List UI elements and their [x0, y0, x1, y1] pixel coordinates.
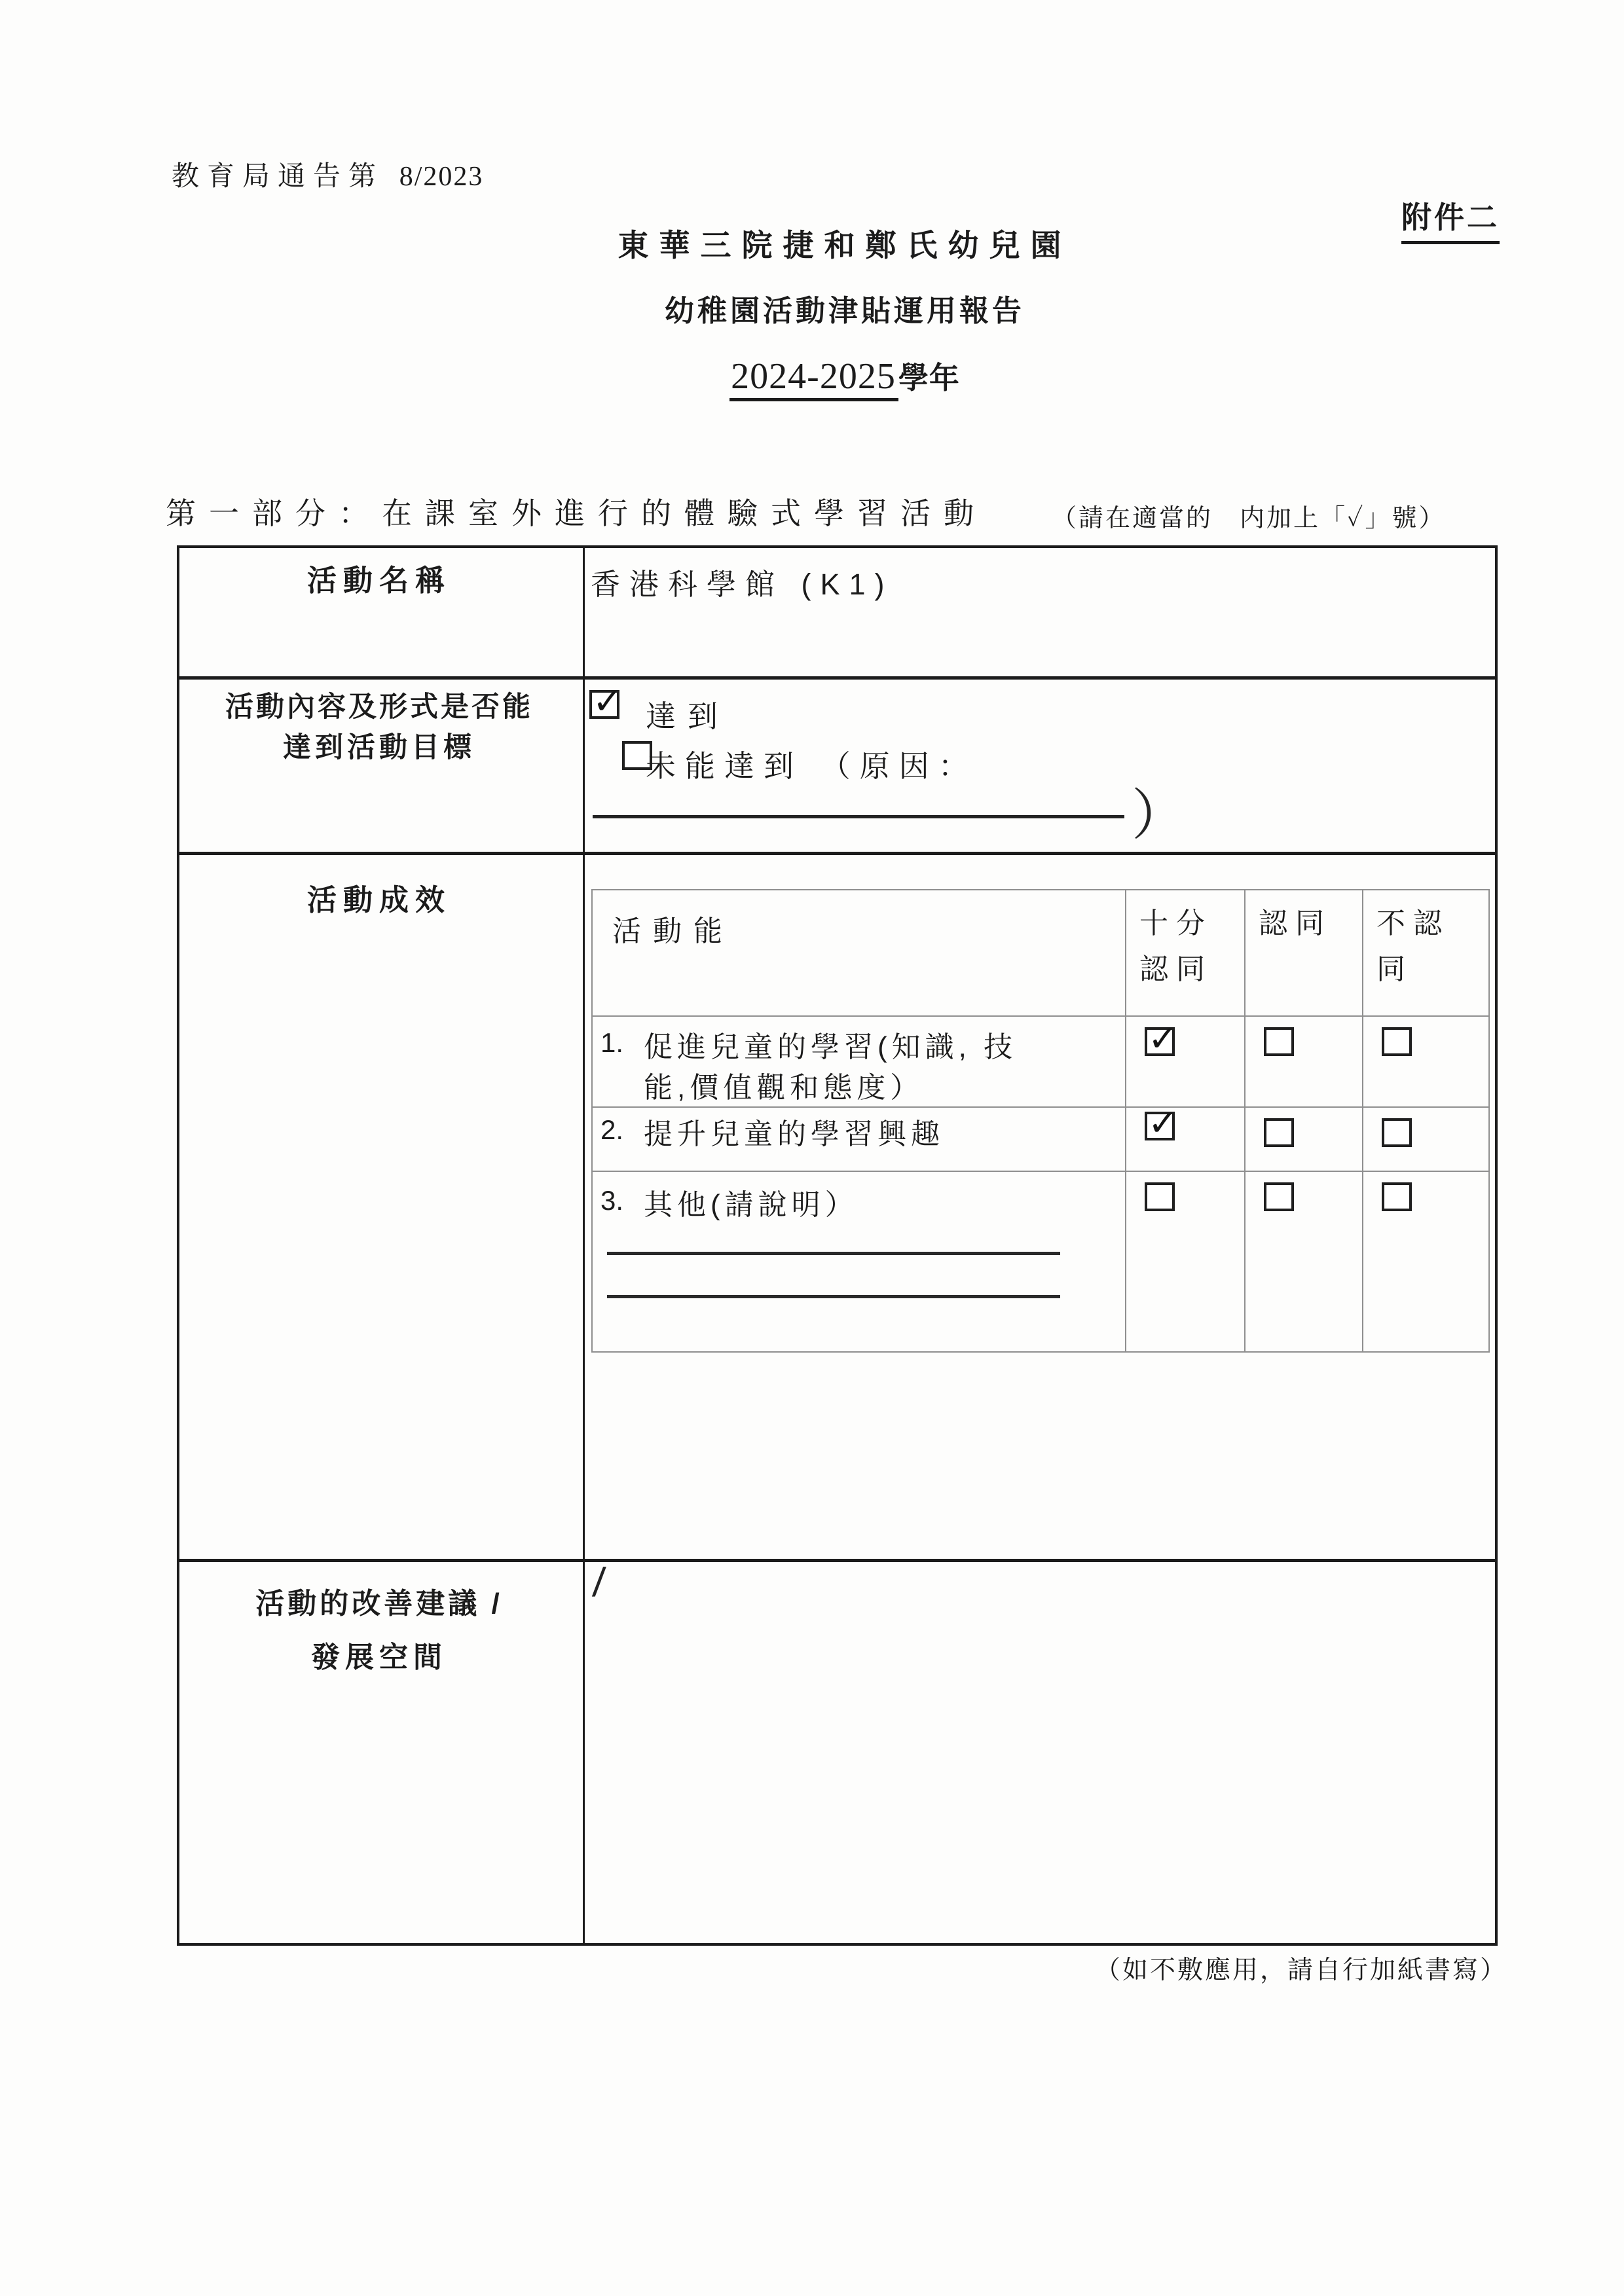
- effect-item-2: [593, 1108, 1126, 1172]
- other-blank-line-2[interactable]: [607, 1295, 1060, 1298]
- strongly-agree-line1: 十分: [1139, 907, 1213, 939]
- item-1-text-line1: 促進兒童的學習(知識, 技: [644, 1031, 1018, 1063]
- item-2-agree-checkbox[interactable]: [1264, 1118, 1294, 1147]
- effect-header-strongly-agree: [1126, 890, 1246, 1017]
- item-1-agree-cell: [1246, 1017, 1363, 1108]
- strongly-agree-line2: 認同: [1139, 953, 1213, 985]
- improvement-label-line2: 發展空間: [311, 1641, 447, 1673]
- effect-header-agree: 認同: [1246, 890, 1363, 1017]
- not-achieved-option-label: [646, 742, 978, 786]
- item-3-agree-checkbox[interactable]: [1264, 1182, 1294, 1211]
- reason-open-text: （原因：: [820, 749, 978, 783]
- item-2-disagree-checkbox[interactable]: [1382, 1118, 1412, 1147]
- item-1-disagree-cell: [1363, 1017, 1488, 1108]
- item-1-strongly-agree-checkbox[interactable]: [1145, 1027, 1175, 1056]
- table-row-divider-3: [179, 1559, 1495, 1562]
- section-heading: 第一部分：在課室外進行的體驗式學習活動: [166, 496, 987, 530]
- activity-name-label: 活動名稱: [306, 564, 451, 597]
- reason-close-paren: ）: [1132, 786, 1187, 847]
- item-3-disagree-cell: [1363, 1172, 1488, 1351]
- item-1-text-line2: 能,價值觀和態度）: [644, 1072, 924, 1104]
- item-1-agree-checkbox[interactable]: [1264, 1027, 1294, 1056]
- item-3-text-line1: 其他(請說明）: [644, 1189, 858, 1221]
- table-row-divider-1: [179, 676, 1495, 680]
- table-row-divider-2: [179, 852, 1495, 855]
- item-2-strongly-agree-checkbox[interactable]: [1145, 1112, 1175, 1140]
- achieved-option-label: 達到: [646, 699, 729, 733]
- table-column-divider: [583, 548, 585, 1943]
- effectiveness-label: 活動成效: [306, 883, 451, 917]
- effect-header-disagree: [1363, 890, 1488, 1017]
- item-3-strongly-agree-cell: [1126, 1172, 1246, 1351]
- objective-label-line2: 達到活動目標: [283, 732, 475, 763]
- appendix-label: 附件二: [1401, 194, 1500, 244]
- objective-label-line1: 活動內容及形式是否能: [225, 691, 533, 723]
- school-year-line: [327, 354, 1362, 397]
- item-2-text-line1: 提升兒童的學習興趣: [644, 1118, 944, 1150]
- item-1-number: 1.: [600, 1027, 624, 1058]
- activity-name-value: 香港科學館 (K1): [591, 568, 894, 601]
- item-3-number: 3.: [600, 1185, 624, 1216]
- school-year-value: 2024-2025: [729, 356, 898, 401]
- footer-note: （如不敷應用，請自行加紙書寫）: [1095, 1956, 1508, 1984]
- circular-number-line: [172, 155, 483, 194]
- item-2-strongly-agree-cell: [1126, 1108, 1246, 1172]
- achieved-checkbox[interactable]: [589, 690, 619, 719]
- improvement-value: /: [591, 1560, 607, 1605]
- school-year-suffix: 學年: [898, 361, 960, 395]
- item-1-strongly-agree-cell: [1126, 1017, 1246, 1108]
- item-3-strongly-agree-checkbox[interactable]: [1145, 1182, 1175, 1211]
- section-note: （請在適當的 内加上「✓」號）: [1052, 505, 1446, 532]
- reason-blank-line[interactable]: [593, 815, 1124, 818]
- other-blank-line-1[interactable]: [607, 1252, 1060, 1255]
- effect-header-activity: 活動能: [593, 890, 1126, 1017]
- item-2-number: 2.: [600, 1114, 624, 1145]
- title-block: [327, 221, 1362, 397]
- item-3-disagree-checkbox[interactable]: [1382, 1182, 1412, 1211]
- disagree-line2: 同: [1376, 953, 1413, 985]
- effect-item-3: [593, 1172, 1126, 1351]
- item-2-agree-cell: [1246, 1108, 1363, 1172]
- not-achieved-text: 未能達到: [646, 749, 803, 783]
- effectiveness-table: [591, 889, 1490, 1353]
- disagree-line1: 不認: [1376, 907, 1450, 939]
- item-2-disagree-cell: [1363, 1108, 1488, 1172]
- report-title: 幼稚園活動津貼運用報告: [664, 294, 1025, 327]
- item-3-agree-cell: [1246, 1172, 1363, 1351]
- improvement-label-line1: 活動的改善建議 /: [255, 1588, 503, 1620]
- effect-item-1: [593, 1017, 1126, 1108]
- school-name: 東華三院捷和鄭氏幼兒園: [618, 228, 1072, 263]
- circular-number: 8/2023: [399, 162, 484, 192]
- circular-prefix: 教育局通告第: [172, 160, 384, 191]
- item-1-disagree-checkbox[interactable]: [1382, 1027, 1412, 1056]
